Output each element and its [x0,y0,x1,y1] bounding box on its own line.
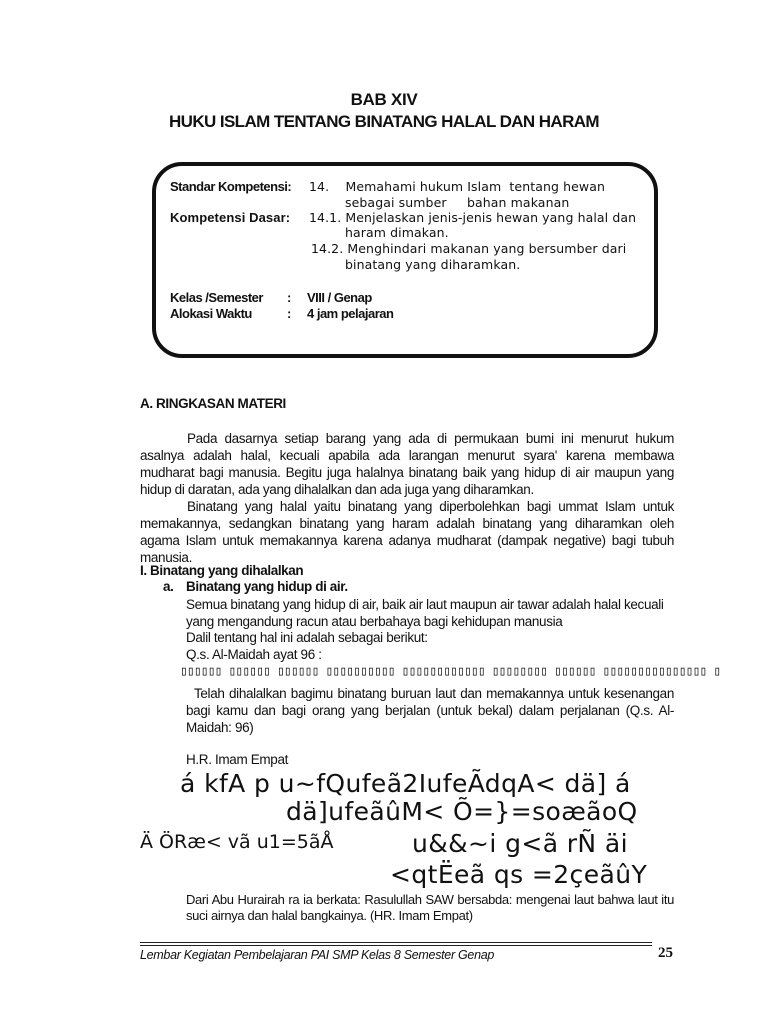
alokasi-label: Alokasi Waktu [170,306,252,321]
hadith-arabic-line-4: <qtËeã qs =2çeãûY [390,860,648,889]
hadith-arabic-line-3b: u&&~i g<ã rÑ äi [412,829,628,858]
sk-text-2: sebagai sumber bahan makanan [345,195,570,210]
verse-translation [186,685,674,736]
air-line-2: yang mengandung racun atau berbahaya bagi kehidupan manusia [186,614,563,629]
section-i-heading: I. Binatang yang dihalalkan [140,563,304,578]
sk-text-1: 14. Memahami hukum Islam tentang hewan [309,179,606,194]
hadith-arabic-line-2: dä]ufeãûM< Õ=}=soæãoQ [286,797,638,826]
hadith-source: H.R. Imam Empat [186,752,289,767]
kelas-label: Kelas /Semester [170,290,263,305]
hadith-arabic-line-1: á kfA p u~fQufeã2IufeÃdqA< dä] á [180,769,631,798]
dalil-line: Dalil tentang hal ini adalah sebagai berikut: [186,630,428,645]
section-a-paragraph-2: Binatang yang halal yaitu binatang yang diperbolehkan bagi ummat Islam untuk memakannya, sedangkan binatang yang haram adalah binatang yang diharamkan oleh agama Islam untuk memakannya karena adanya mudharat (dampak negative) bagi tubuh manusia. [140,499,674,565]
sub-a-title-text: Binatang yang hidup di air [186,579,345,594]
section-a-heading: A. RINGKASAN MATERI [140,396,286,411]
chapter-title: HUKU ISLAM TENTANG BINATANG HALAL DAN HARAM [168,112,599,131]
footer-rule-top [140,942,652,943]
ayat-reference: Q.s. Al-Maidah ayat 96 : [186,647,322,662]
sub-a-title-dot: . [344,579,348,594]
sub-a-label: a. [163,579,174,594]
sub-a-title [186,579,348,594]
arabic-verse-placeholder: ▯▯▯▯▯▯ ▯▯▯▯▯▯ ▯▯▯▯▯▯ ▯▯▯▯▯▯▯▯▯▯ ▯▯▯▯▯▯▯▯▯▯▯▯ ▯▯▯▯▯▯▯▯ ▯▯▯▯▯▯ ▯▯▯▯▯▯▯▯▯▯▯▯▯▯▯ ▯ [180,664,721,679]
hadith-translation [186,892,674,924]
alokasi-separator: : [287,306,291,321]
hadith-translation-text: Dari Abu Hurairah ra ia berkata: Rasulullah SAW bersabda: mengenai laut bahwa laut itu suci airnya dan halal bangkainya. (HR. Imam Empat) [186,892,674,923]
sk-label: Standar Kompetensi: [170,179,292,194]
chapter-number: BAB XIV [350,90,418,109]
alokasi-value: 4 jam pelajaran [307,306,394,321]
page-number: 25 [658,945,673,961]
kd-text-4: binatang yang diharamkan. [345,257,521,272]
kd-text-2: haram dimakan. [345,225,449,240]
footer-text: Lembar Kegiatan Pembelajaran PAI SMP Kelas 8 Semester Genap [140,948,495,962]
hadith-arabic-line-3a: Ä ÖRæ< vã u1=5ãÅ [140,831,334,853]
air-line-1: Semua binatang yang hidup di air, baik air laut maupun air tawar adalah halal kecuali [186,597,664,612]
verse-translation-text: Telah dihalalkan bagimu binatang buruan laut dan memakannya untuk kesenangan bagi kamu dan bagi orang yang berjalan (untuk bekal) dalam perjalanan (Q.s. Al-Maidah: 96) [186,686,674,735]
kelas-separator: : [287,290,291,305]
section-a-body [140,430,674,566]
section-a-paragraph-1: Pada dasarnya setiap barang yang ada di permukaan bumi ini menurut hukum asalnya adalah halal, kecuali apabila ada larangan menurut syara' karena membawa mudharat bagi manusia. Begitu juga halalnya binatang baik yang hidup di air maupun yang hidup di daratan, ada yang dihalalkan dan ada juga yang diharamkan. [140,431,674,497]
kd-text-1: 14.1. Menjelaskan jenis-jenis hewan yang halal dan [309,210,637,225]
kd-label: Kompetensi Dasar: [170,210,291,225]
kd-text-3: 14.2. Menghindari makanan yang bersumber dari [311,241,627,256]
footer-rule-bottom [140,945,652,946]
kelas-value: VIII / Genap [307,290,372,305]
